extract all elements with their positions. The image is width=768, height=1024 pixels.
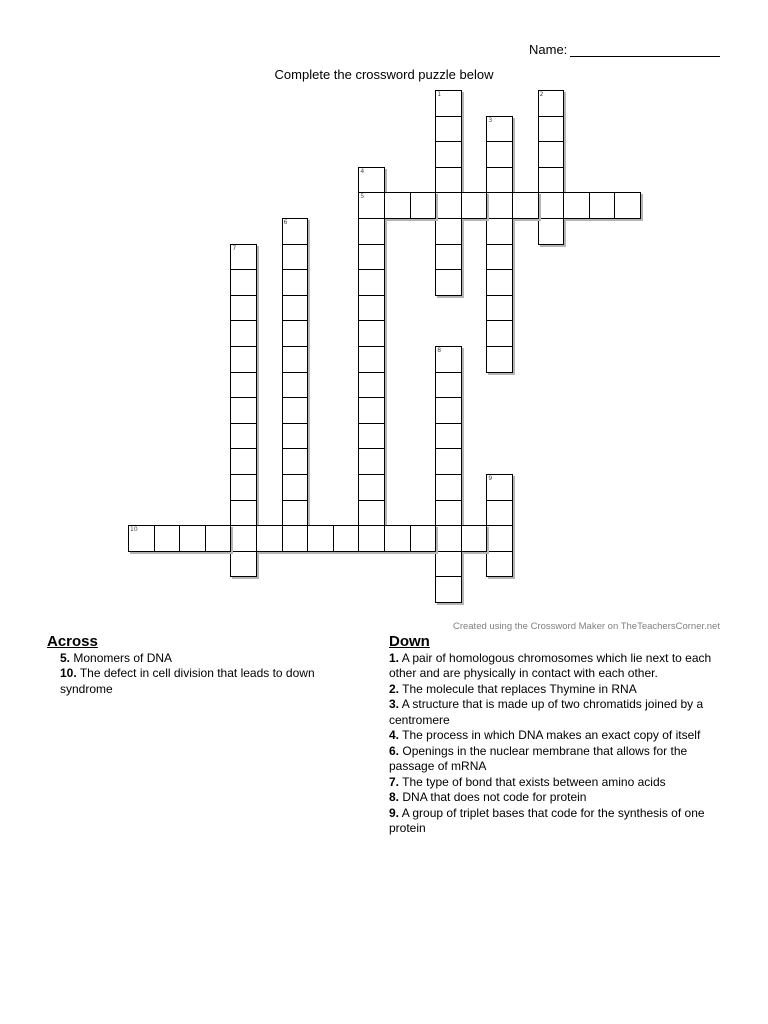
crossword-cell[interactable] xyxy=(384,192,411,219)
cell-number: 6 xyxy=(283,219,288,226)
down-clue xyxy=(389,651,729,682)
crossword-cell[interactable] xyxy=(435,90,462,117)
crossword-cell[interactable] xyxy=(230,269,257,296)
crossword-cell[interactable] xyxy=(538,167,565,194)
crossword-cell[interactable] xyxy=(486,525,513,552)
crossword-cell[interactable] xyxy=(358,320,385,347)
crossword-cell[interactable] xyxy=(358,474,385,501)
crossword-cell[interactable] xyxy=(358,397,385,424)
crossword-cell[interactable] xyxy=(486,218,513,245)
crossword-cell[interactable] xyxy=(538,218,565,245)
crossword-cell[interactable] xyxy=(614,192,641,219)
crossword-cell[interactable] xyxy=(282,448,309,475)
down-clue xyxy=(389,790,729,806)
crossword-cell[interactable] xyxy=(435,397,462,424)
crossword-cell[interactable] xyxy=(230,448,257,475)
down-clue xyxy=(389,775,729,791)
down-clue xyxy=(389,728,729,744)
crossword-cell[interactable] xyxy=(282,295,309,322)
crossword-cell[interactable] xyxy=(589,192,616,219)
crossword-cell[interactable] xyxy=(358,372,385,399)
across-heading: Across xyxy=(47,633,98,650)
crossword-cell[interactable] xyxy=(486,346,513,373)
crossword-cell[interactable] xyxy=(486,320,513,347)
down-clue xyxy=(389,806,729,837)
cell-number: 3 xyxy=(488,116,493,124)
clue-number: 2. xyxy=(389,681,400,696)
crossword-cell[interactable] xyxy=(486,167,513,194)
crossword-cell[interactable] xyxy=(486,474,513,501)
crossword-cell[interactable] xyxy=(538,141,565,168)
cell-number: 2 xyxy=(539,91,544,98)
crossword-cell[interactable] xyxy=(358,269,385,296)
crossword-cell[interactable] xyxy=(230,372,257,399)
crossword-cell[interactable] xyxy=(486,116,513,143)
across-clue xyxy=(60,651,367,667)
crossword-cell[interactable] xyxy=(358,346,385,373)
crossword-cell[interactable] xyxy=(282,372,309,399)
crossword-cell[interactable] xyxy=(230,551,257,578)
crossword-cell[interactable] xyxy=(307,525,334,552)
crossword-cell[interactable] xyxy=(435,192,462,219)
down-clues xyxy=(389,634,729,837)
crossword-cell[interactable] xyxy=(410,525,437,552)
crossword-cell[interactable] xyxy=(435,167,462,194)
crossword-cell[interactable] xyxy=(256,525,283,552)
clue-text: Openings in the nuclear membrane that allows for the passage of mRNA xyxy=(389,743,688,773)
cell-number: 8 xyxy=(437,347,442,354)
crossword-cell[interactable] xyxy=(282,397,309,424)
crossword-cell[interactable] xyxy=(358,192,385,219)
crossword-cell[interactable] xyxy=(486,192,513,219)
clue-number: 8. xyxy=(389,790,400,804)
crossword-cell[interactable] xyxy=(435,372,462,399)
crossword-cell[interactable] xyxy=(282,500,309,527)
crossword-cell[interactable] xyxy=(538,192,565,219)
crossword-cell[interactable] xyxy=(333,525,360,552)
clue-number: 7. xyxy=(389,774,400,789)
clue-text: A group of triplet bases that code for the synthesis of one protein xyxy=(389,805,705,835)
crossword-cell[interactable] xyxy=(358,244,385,271)
crossword-cell[interactable] xyxy=(435,474,462,501)
crossword-cell[interactable] xyxy=(435,500,462,527)
crossword-cell[interactable] xyxy=(358,423,385,450)
crossword-cell[interactable] xyxy=(282,474,309,501)
crossword-cell[interactable] xyxy=(461,192,488,219)
crossword-cell[interactable] xyxy=(282,320,309,347)
crossword-cell[interactable] xyxy=(358,295,385,322)
crossword-cell[interactable] xyxy=(230,423,257,450)
crossword-cell[interactable] xyxy=(230,346,257,373)
cell-number: 4 xyxy=(360,167,365,175)
cell-number: 9 xyxy=(488,475,493,482)
crossword-cell[interactable] xyxy=(435,346,462,373)
clue-text: A structure that is made up of two chromatids joined by a centromere xyxy=(389,697,704,727)
clue-text: A pair of homologous chromosomes which lie next to each other and are physically in contact with each other. xyxy=(389,650,712,680)
clue-text: The molecule that replaces Thymine in RNA xyxy=(402,681,637,696)
crossword-cell[interactable] xyxy=(435,576,462,603)
down-heading: Down xyxy=(389,633,430,650)
crossword-cell[interactable] xyxy=(435,525,462,552)
crossword-cell[interactable] xyxy=(563,192,590,219)
crossword-cell[interactable] xyxy=(128,525,155,552)
crossword-cell[interactable] xyxy=(179,525,206,552)
crossword-cell[interactable] xyxy=(435,141,462,168)
crossword-cell[interactable] xyxy=(435,116,462,143)
clue-text: DNA that does not code for protein xyxy=(402,790,587,804)
crossword-cell[interactable] xyxy=(486,244,513,271)
crossword-cell[interactable] xyxy=(230,295,257,322)
cell-number: 5 xyxy=(360,193,365,201)
clue-number: 1. xyxy=(389,650,400,665)
crossword-cell[interactable] xyxy=(282,218,309,245)
cell-number: 10 xyxy=(130,526,138,534)
crossword-cell[interactable] xyxy=(384,525,411,552)
crossword-cell[interactable] xyxy=(282,346,309,373)
across-clue xyxy=(60,666,367,697)
clue-number: 5. xyxy=(60,650,71,665)
crossword-cell[interactable] xyxy=(435,551,462,578)
crossword-cell[interactable] xyxy=(486,295,513,322)
crossword-cell[interactable] xyxy=(230,500,257,527)
crossword-cell[interactable] xyxy=(538,116,565,143)
clue-text: The defect in cell division that leads to down syndrome xyxy=(60,666,315,696)
cell-number: 7 xyxy=(232,244,237,252)
crossword-cell[interactable] xyxy=(358,525,385,552)
crossword-cell[interactable] xyxy=(230,244,257,271)
crossword-cell[interactable] xyxy=(282,244,309,271)
down-clue xyxy=(389,697,729,728)
crossword-cell[interactable] xyxy=(486,269,513,296)
clue-number: 3. xyxy=(389,697,400,711)
crossword-cell[interactable] xyxy=(410,192,437,219)
crossword-cell[interactable] xyxy=(435,269,462,296)
crossword-cell[interactable] xyxy=(435,448,462,475)
crossword-cell[interactable] xyxy=(230,474,257,501)
crossword-cell[interactable] xyxy=(435,218,462,245)
crossword-cell[interactable] xyxy=(358,218,385,245)
clue-number: 6. xyxy=(389,743,400,758)
down-clue xyxy=(389,682,729,698)
crossword-cell[interactable] xyxy=(486,551,513,578)
crossword-cell[interactable] xyxy=(230,525,257,552)
crossword-cell[interactable] xyxy=(230,320,257,347)
clue-number: 9. xyxy=(389,805,400,820)
clue-text: Monomers of DNA xyxy=(73,650,173,665)
crossword-cell[interactable] xyxy=(538,90,565,117)
clue-number: 10. xyxy=(60,666,77,680)
crossword-cell[interactable] xyxy=(358,167,385,194)
cell-number: 1 xyxy=(437,91,442,98)
crossword-cell[interactable] xyxy=(435,423,462,450)
crossword-cell[interactable] xyxy=(282,269,309,296)
crossword-cell[interactable] xyxy=(486,141,513,168)
clue-number: 4. xyxy=(389,728,400,742)
crossword-cell[interactable] xyxy=(358,448,385,475)
crossword-cell[interactable] xyxy=(282,423,309,450)
instructions: Complete the crossword puzzle below xyxy=(274,67,494,82)
clue-text: The process in which DNA makes an exact copy of itself xyxy=(402,728,701,742)
crossword-cell[interactable] xyxy=(358,500,385,527)
across-clues xyxy=(47,634,367,697)
crossword-cell[interactable] xyxy=(435,244,462,271)
crossword-cell[interactable] xyxy=(205,525,232,552)
down-clue xyxy=(389,744,729,775)
crossword-cell[interactable] xyxy=(282,525,309,552)
clue-text: The type of bond that exists between amino acids xyxy=(402,774,666,789)
crossword-cell[interactable] xyxy=(154,525,181,552)
name-label: Name: xyxy=(529,42,568,57)
crossword-cell[interactable] xyxy=(461,525,488,552)
crossword-cell[interactable] xyxy=(230,397,257,424)
crossword-cell[interactable] xyxy=(486,500,513,527)
crossword-cell[interactable] xyxy=(512,192,539,219)
credit-text: Created using the Crossword Maker on TheTeachersCorner.net xyxy=(452,621,720,632)
